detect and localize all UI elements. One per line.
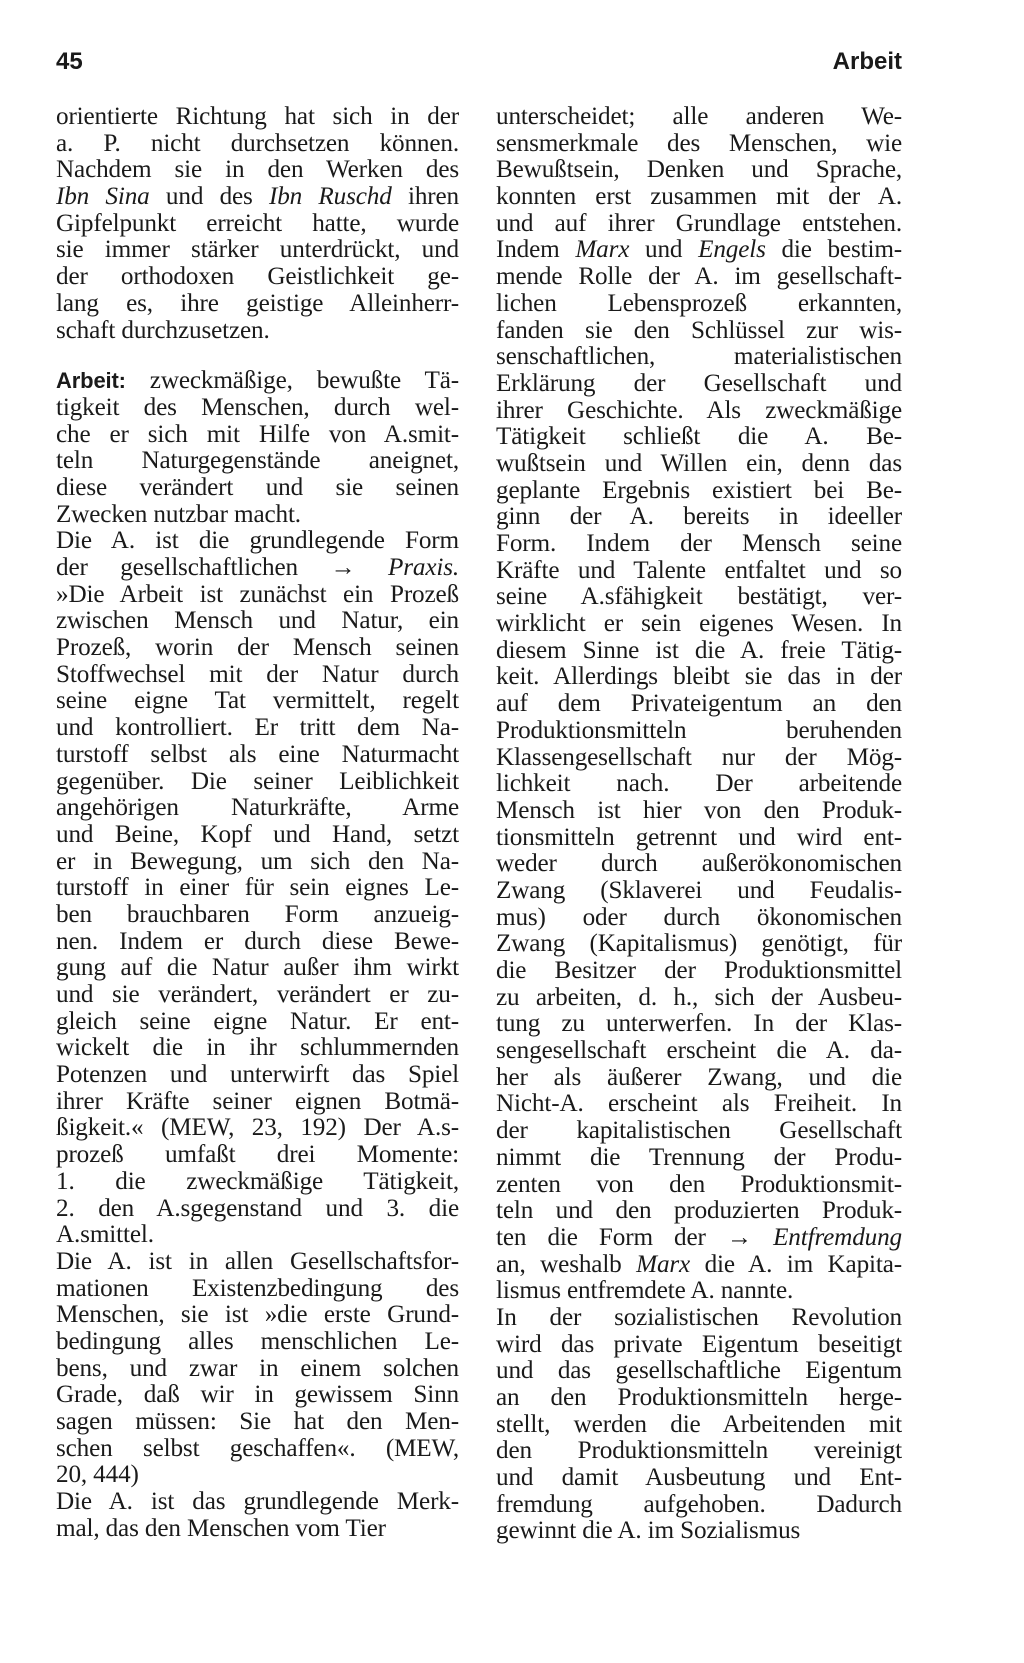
text-line: Erklärung der Gesellschaft und — [496, 370, 902, 397]
text-line: an den Produktionsmitteln herge- — [496, 1385, 902, 1411]
text-line: ihrer Geschichte. Als zweckmäßige — [496, 397, 902, 424]
entry-lemma: Arbeit: — [56, 368, 126, 394]
text-line: Mensch ist hier von den Produk- — [496, 797, 902, 824]
text-line: lichkeit nach. Der arbeitende — [496, 771, 902, 798]
text-line: den Produktionsmitteln vereinigt — [496, 1438, 902, 1465]
text-line: Zwecken nutzbar macht. — [56, 501, 301, 528]
text-line: zenten von den Produktionsmit- — [496, 1171, 902, 1198]
text-line: gewinnt die A. im Sozialismus — [496, 1518, 801, 1545]
text-line: auf dem Privateigentum an den — [496, 691, 902, 718]
text-line: und kontrolliert. Er tritt dem Na- — [56, 715, 459, 742]
text-line: tionsmitteln getrennt und wird ent- — [496, 824, 902, 851]
text-line: keit. Allerdings bleibt sie das in der — [496, 664, 902, 691]
text-line: sie immer stärker unterdrückt, und — [56, 237, 459, 264]
text-line: wird das private Eigentum beseitigt — [496, 1331, 902, 1358]
right-column — [496, 104, 902, 1545]
text-line: nen. Indem er durch diese Bewe- — [56, 928, 459, 955]
paragraph-gap — [56, 344, 459, 368]
text-line: konnten erst zusammen mit der A. — [496, 184, 902, 211]
left-column — [56, 104, 459, 1542]
italic-term: Praxis. — [387, 555, 459, 581]
text-line: Kräfte und Talente entfaltet und so — [496, 557, 902, 584]
text-line: turstoff in einer für sein eignes Le- — [56, 875, 459, 902]
text-line: bens, und zwar in einem solchen — [56, 1355, 459, 1382]
text-line: geplante Ergebnis existiert bei Be- — [496, 477, 902, 504]
text-line: zu arbeiten, d. h., sich der Ausbeu- — [496, 984, 902, 1011]
text-line: Stoffwechsel mit der Natur durch — [56, 661, 459, 688]
text-line: senschaftlichen, materialistischen — [496, 344, 902, 371]
text-line: teln und den produzierten Produk- — [496, 1198, 902, 1225]
text-line: Arbeit: zweckmäßige, bewußte Tä- — [56, 368, 459, 395]
text-line: Bewußtsein, Denken und Sprache, — [496, 157, 902, 184]
page-number: 45 — [56, 48, 83, 75]
text-line: diese verändert und sie seinen — [56, 474, 459, 501]
text-line: In der sozialistischen Revolution — [496, 1304, 902, 1331]
italic-term: Marx — [575, 237, 630, 264]
text-line: sengesellschaft erscheint die A. da- — [496, 1038, 902, 1065]
text-line: fremdung aufgehoben. Dadurch — [496, 1491, 902, 1518]
text-line: lang es, ihre geistige Alleinherr- — [56, 290, 459, 317]
text-line: wickelt die in ihr schlummernden — [56, 1035, 459, 1062]
text-line: Menschen, sie ist »die erste Grund- — [56, 1302, 459, 1329]
text-line: ßigkeit.« (MEW, 23, 192) Der A.s- — [56, 1115, 459, 1142]
text-line: er in Bewegung, um sich den Na- — [56, 848, 459, 875]
text-line: unterscheidet; alle anderen We- — [496, 104, 902, 130]
text-line: mationen Existenzbedingung des — [56, 1275, 459, 1302]
text-line: die Besitzer der Produktionsmittel — [496, 958, 902, 984]
text-line: zwischen Mensch und Natur, ein — [56, 608, 459, 635]
italic-term: Marx — [636, 1251, 691, 1278]
text-line: tung zu unterwerfen. In der Klas- — [496, 1011, 902, 1038]
text-line: Zwang (Sklaverei und Feudalis- — [496, 877, 902, 904]
text-line: teln Naturgegenstände aneignet, — [56, 448, 459, 475]
text-line: seine A.sfähigkeit bestätigt, ver- — [496, 584, 902, 611]
text-line: an, weshalb Marx die A. im Kapita- — [496, 1251, 902, 1278]
text-line: schen selbst geschaffen«. (MEW, — [56, 1435, 459, 1462]
text-line: stellt, werden die Arbeitenden mit — [496, 1411, 902, 1438]
text-line: Prozeß, worin der Mensch seinen — [56, 635, 459, 662]
text-line: schaft durchzusetzen. — [56, 317, 270, 344]
text-line: tigkeit des Menschen, durch wel- — [56, 394, 459, 421]
text-line: Nicht-A. erscheint als Freiheit. In — [496, 1091, 902, 1118]
text-line: mende Rolle der A. im gesellschaft- — [496, 264, 902, 291]
text-line: ten die Form der → Entfremdung — [496, 1224, 902, 1251]
text-line: wirklicht er sein eigenes Wesen. In — [496, 611, 902, 638]
text-line: Indem Marx und Engels die bestim- — [496, 237, 902, 264]
text-line: und damit Ausbeutung und Ent- — [496, 1465, 902, 1492]
text-line: Ibn Sina und des Ibn Ruschd ihren — [56, 184, 459, 211]
italic-term: Engels — [698, 237, 766, 264]
text-line: 20, 444) — [56, 1462, 139, 1489]
text-line: ben brauchbaren Form anzueig- — [56, 901, 459, 928]
text-line: und auf ihrer Grundlage entstehen. — [496, 210, 902, 237]
text-line: fanden sie den Schlüssel zur wis- — [496, 317, 902, 344]
italic-term: Ibn Sina — [56, 184, 150, 211]
text-line: gung auf die Natur außer ihm wirkt — [56, 955, 459, 982]
text-line: gleich seine eigne Natur. Er ent- — [56, 1008, 459, 1035]
running-head: Arbeit — [832, 48, 902, 75]
page-header — [56, 48, 902, 82]
italic-term: Ibn Ruschd — [269, 184, 392, 211]
text-line: Form. Indem der Mensch seine — [496, 531, 902, 557]
text-line: weder durch außerökonomischen — [496, 851, 902, 878]
text-line: wußtsein und Willen ein, denn das — [496, 450, 902, 477]
text-line: bedingung alles menschlichen Le- — [56, 1328, 459, 1355]
italic-term: Entfremdung — [773, 1224, 902, 1251]
text-line: und sie verändert, verändert er zu- — [56, 982, 459, 1008]
text-line: Die A. ist die grundlegende Form — [56, 528, 459, 555]
text-line: angehörigen Naturkräfte, Arme — [56, 795, 459, 822]
text-line: »Die Arbeit ist zunächst ein Prozeß — [56, 581, 459, 608]
text-line: che er sich mit Hilfe von A.smit- — [56, 421, 459, 448]
text-line: Tätigkeit schließt die A. Be- — [496, 424, 902, 451]
text-line: nimmt die Trennung der Produ- — [496, 1144, 902, 1171]
text-line: Zwang (Kapitalismus) genötigt, für — [496, 931, 902, 958]
text-line: gegenüber. Die seiner Leiblichkeit — [56, 768, 459, 795]
text-line: Nachdem sie in den Werken des — [56, 157, 459, 184]
text-line: Gipfelpunkt erreicht hatte, wurde — [56, 210, 459, 237]
text-line: lichen Lebensprozeß erkannten, — [496, 290, 902, 317]
text-line: 2. den A.sgegenstand und 3. die — [56, 1195, 459, 1222]
text-line: sensmerkmale des Menschen, wie — [496, 130, 902, 157]
text-line: mus) oder durch ökonomischen — [496, 904, 902, 931]
text-line: Die A. ist in allen Gesellschaftsfor- — [56, 1248, 459, 1275]
text-line: Grade, daß wir in gewissem Sinn — [56, 1382, 459, 1409]
text-line: A.smittel. — [56, 1222, 154, 1249]
text-line: 1. die zweckmäßige Tätigkeit, — [56, 1168, 459, 1195]
text-line: orientierte Richtung hat sich in der — [56, 104, 459, 130]
text-line: her als äußerer Zwang, und die — [496, 1064, 902, 1091]
text-line: lismus entfremdete A. nannte. — [496, 1278, 794, 1305]
text-line: Klassengesellschaft nur der Mög- — [496, 744, 902, 771]
text-line: und Beine, Kopf und Hand, setzt — [56, 821, 459, 848]
text-line: der orthodoxen Geistlichkeit ge- — [56, 264, 459, 291]
text-line: diesem Sinne ist die A. freie Tätig- — [496, 637, 902, 664]
text-line: und das gesellschaftliche Eigentum — [496, 1358, 902, 1385]
text-line: sagen müssen: Sie hat den Men- — [56, 1409, 459, 1435]
text-line: Die A. ist das grundlegende Merk- — [56, 1489, 459, 1516]
text-line: Produktionsmitteln beruhenden — [496, 717, 902, 744]
text-line: prozeß umfaßt drei Momente: — [56, 1142, 459, 1169]
text-line: a. P. nicht durchsetzen können. — [56, 130, 459, 157]
text-line: der kapitalistischen Gesellschaft — [496, 1118, 902, 1145]
text-line: mal, das den Menschen vom Tier — [56, 1515, 386, 1542]
text-line: seine eigne Tat vermittelt, regelt — [56, 688, 459, 715]
text-line: ginn der A. bereits in ideeller — [496, 504, 902, 531]
text-line: ihrer Kräfte seiner eignen Botmä- — [56, 1088, 459, 1115]
text-line: der gesellschaftlichen → Praxis. — [56, 555, 459, 581]
text-line: Potenzen und unterwirft das Spiel — [56, 1062, 459, 1089]
text-line: turstoff selbst als eine Naturmacht — [56, 741, 459, 768]
